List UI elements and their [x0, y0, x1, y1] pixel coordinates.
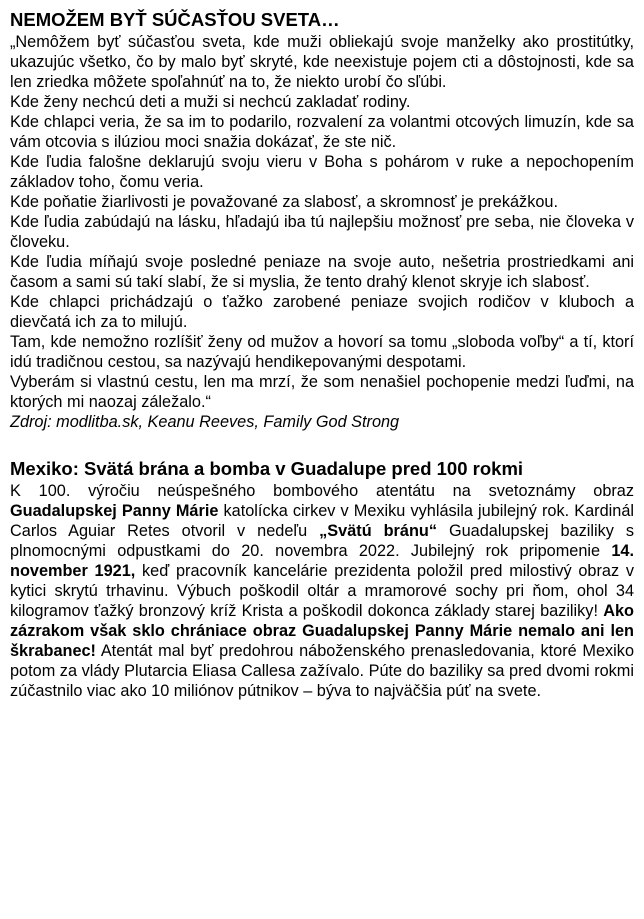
article-guadalupe	[10, 457, 634, 701]
paragraph: Kde chlapci prichádzajú o ťažko zarobené peniaze svojich rodičov v kluboch a dievčatá ich za to milujú.	[10, 293, 634, 331]
paragraph: „Nemôžem byť súčasťou sveta, kde muži obliekajú svoje manželky ako prostitútky, ukazujúc všetko, čo by malo byť skryté, kde neexistuje pojem cti a dôstojnosti, kde sa len zriedka môžete spoľahnúť na to, že niekto urobí čo sľúbi.	[10, 33, 634, 91]
article-title: NEMOŽEM BYŤ SÚČASŤOU SVETA…	[10, 9, 340, 30]
section-gap	[10, 432, 634, 457]
article-body	[10, 481, 634, 701]
text-run: katolícka cirkev v Mexiku vyhlásila jubilejný rok. Kardinál Carlos Aguiar Retes otvoril v nedeľu	[10, 502, 634, 540]
text-run: keď pracovník kancelárie prezidenta položil pred milostivý obraz v kytici skrytú trhavinu. Výbuch poškodil oltár a mramorové sochy pri ňom, ohol 34 kilogramov ťažký bronzový kríž Krista a poškodil dokonca základy starej baziliky!	[10, 562, 634, 620]
article-title: Mexiko: Svätá brána a bomba v Guadalupe pred 100 rokmi	[10, 458, 524, 479]
bold-text-run: Ako zázrakom však sklo chrániace obraz Guadalupskej Panny Márie nemalo ani len škrabanec!	[10, 602, 634, 660]
paragraph: Tam, kde nemožno rozlíšiť ženy od mužov a hovorí sa tomu „sloboda voľby“ a tí, ktorí idú tradičnou cestou, sa nazývajú hendikepovanými despotami.	[10, 333, 634, 371]
text-run: Guadalupskej baziliky s plnomocnými odpustkami do 20. novembra 2022. Jubilejný rok pripomenie	[10, 522, 634, 560]
paragraph: Kde ženy nechcú deti a muži si nechcú zakladať rodiny.	[10, 93, 411, 111]
bold-text-run: Guadalupskej Panny Márie	[10, 502, 219, 520]
bold-text-run: 14. november 1921,	[10, 542, 634, 580]
paragraph: Kde ľudia zabúdajú na lásku, hľadajú iba tú najlepšiu možnosť pre seba, nie človeka v človeku.	[10, 213, 634, 251]
article-poem	[10, 8, 634, 432]
text-run: K 100. výročiu neúspešného bombového atentátu na svetoznámy obraz	[10, 482, 634, 500]
text-run: Atentát mal byť predohrou náboženského prenasledovania, ktoré Mexiko potom za vlády Plutarcia Eliasa Callesa zažívalo. Púte do baziliky sa pred dvomi rokmi zúčastnilo viac ako 10 miliónov pútnikov – býva to najväčšia púť na svete.	[10, 642, 634, 700]
paragraph: Vyberám si vlastnú cestu, len ma mrzí, že som nenašiel pochopenie medzi ľuďmi, na ktorých mi naozaj záležalo.“	[10, 373, 634, 411]
paragraph: Kde poňatie žiarlivosti je považované za slabosť, a skromnosť je prekážkou.	[10, 193, 558, 211]
paragraph: Kde ľudia míňajú svoje posledné peniaze na svoje auto, nešetria prostriedkami ani časom a sami sú takí slabí, že si myslia, že tento drahý klenot skryje ich slabosť.	[10, 253, 634, 291]
paragraph: Kde chlapci veria, že sa im to podarilo, rozvalení za volantmi otcových limuzín, kde sa vám otcovia s ilúziou moci snažia dokázať, že ste nič.	[10, 113, 634, 151]
bold-text-run: „Svätú bránu“	[319, 522, 437, 540]
source-citation: Zdroj: modlitba.sk, Keanu Reeves, Family God Strong	[10, 413, 400, 431]
paragraph: Kde ľudia falošne deklarujú svoju vieru v Boha s pohárom v ruke a nepochopením základov toho, čomu veria.	[10, 153, 634, 191]
